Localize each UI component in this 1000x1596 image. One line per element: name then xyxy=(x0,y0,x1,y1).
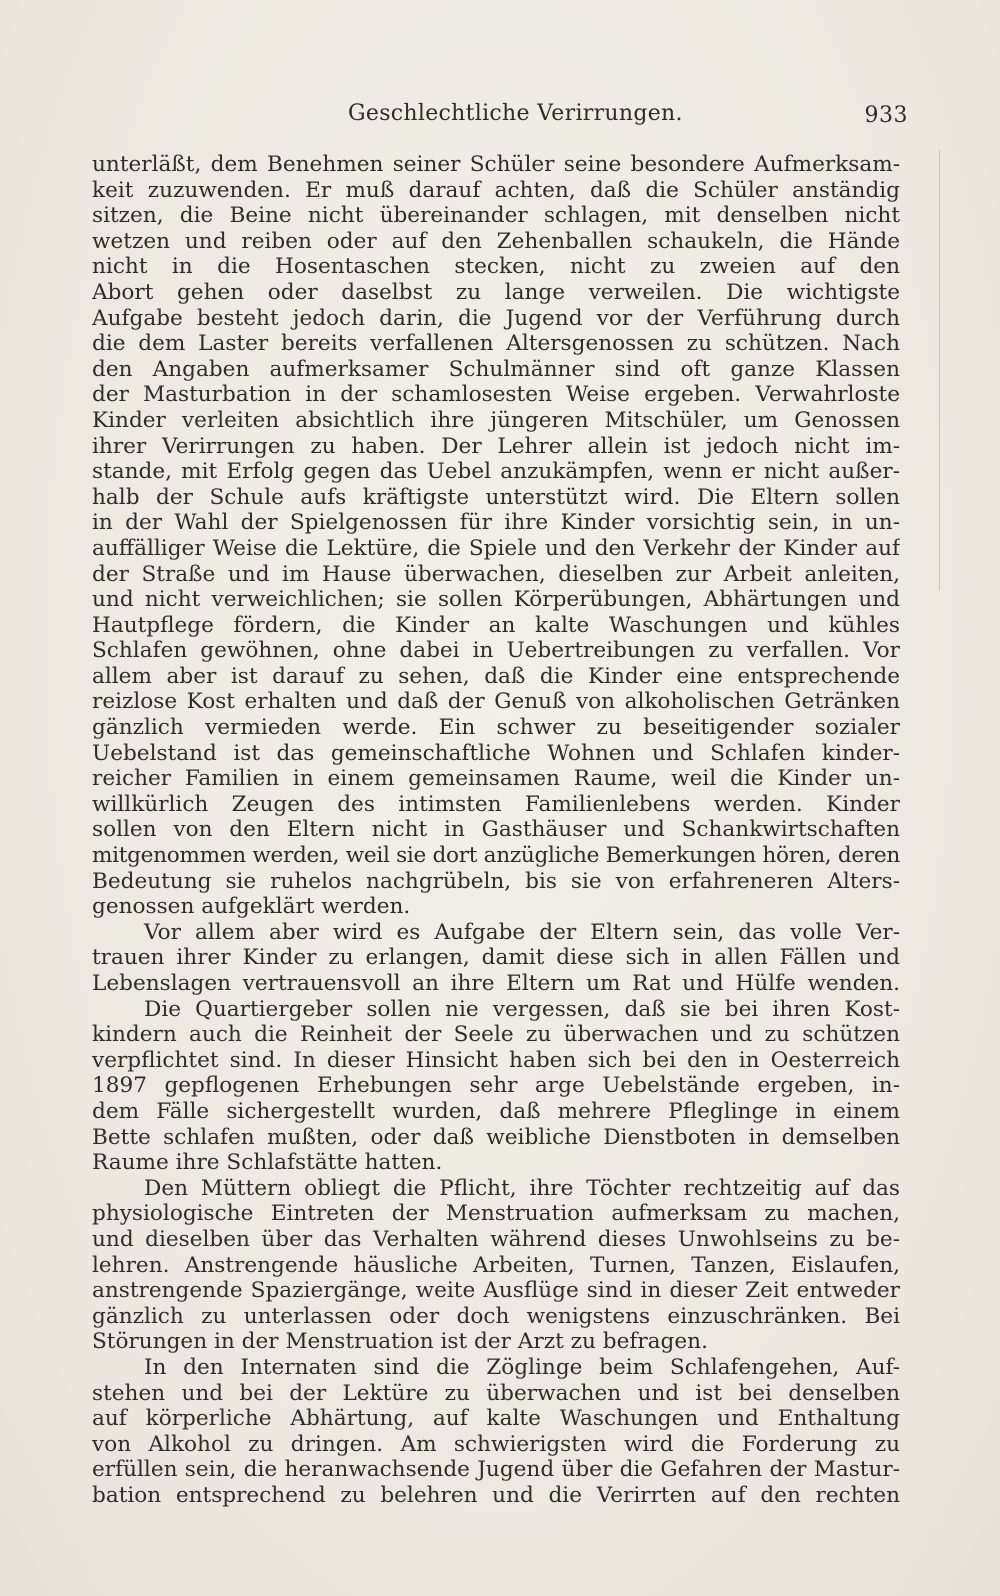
page-number: 933 xyxy=(864,103,908,128)
text-line: sitzen, die Beine nicht übereinander schlagen, mit denselben nicht xyxy=(92,203,900,229)
text-line: unterläßt, dem Benehmen seiner Schüler seine besondere Aufmerksam- xyxy=(92,152,900,177)
text-line: Abort gehen oder daselbst zu lange verweilen. Die wichtigste xyxy=(92,279,900,305)
text-line: Die Quartiergeber sollen nie vergessen, daß sie bei ihren Kost- xyxy=(144,996,900,1022)
text-line: keit zuzuwenden. Er muß darauf achten, daß die Schüler anständig xyxy=(92,177,900,203)
text-line: Raume ihre Schlafstätte hatten. xyxy=(92,1150,443,1176)
text-line: Bette schlafen mußten, oder daß weibliche Dienstboten in demselben xyxy=(92,1124,900,1150)
text-line: Vor allem aber wird es Aufgabe der Eltern sein, das volle Ver- xyxy=(144,919,900,945)
text-line: Lebenslagen vertrauensvoll an ihre Eltern um Rat und Hülfe wenden. xyxy=(92,971,900,996)
text-line: mitgenommen werden, weil sie dort anzügliche Bemerkungen hören, deren xyxy=(92,843,900,869)
text-line: genossen aufgeklärt werden. xyxy=(92,894,411,920)
text-line: der Straße und im Hause überwachen, dieselben zur Arbeit anleiten, xyxy=(92,561,900,587)
text-line: lehren. Anstrengende häusliche Arbeiten, Turnen, Tanzen, Eislaufen, xyxy=(92,1252,900,1278)
text-line: dem Fälle sichergestellt wurden, daß mehrere Pfleglinge in einem xyxy=(92,1098,900,1124)
text-line: willkürlich Zeugen des intimsten Familienlebens werden. Kinder xyxy=(92,791,900,817)
text-line: und nicht verweichlichen; sie sollen Körperübungen, Abhärtungen und xyxy=(92,587,900,613)
text-line: stande, mit Erfolg gegen das Uebel anzukämpfen, wenn er nicht außer- xyxy=(92,459,900,485)
text-line: Kinder verleiten absichtlich ihre jüngeren Mitschüler, um Genossen xyxy=(92,407,900,433)
text-line: ihrer Verirrungen zu haben. Der Lehrer allein ist jedoch nicht im- xyxy=(92,433,900,459)
text-line: kindern auch die Reinheit der Seele zu überwachen und zu schützen xyxy=(92,1022,900,1048)
text-line: sollen von den Eltern nicht in Gasthäuser und Schankwirtschaften xyxy=(92,817,900,843)
text-line: stehen und bei der Lektüre zu überwachen und ist bei denselben xyxy=(92,1380,900,1406)
text-line: und dieselben über das Verhalten während dieses Unwohlseins zu be- xyxy=(92,1226,900,1252)
text-line: physiologische Eintreten der Menstruation aufmerksam zu machen, xyxy=(92,1201,900,1227)
text-line: allem aber ist darauf zu sehen, daß die Kinder eine entsprechende xyxy=(92,663,900,689)
text-line: halb der Schule aufs kräftigste unterstützt wird. Die Eltern sollen xyxy=(92,484,900,510)
text-line: auffälliger Weise die Lektüre, die Spiele und den Verkehr der Kinder auf xyxy=(92,535,900,561)
text-line: von Alkohol zu dringen. Am schwierigsten wird die Forderung zu xyxy=(92,1431,900,1457)
page-header xyxy=(100,101,908,137)
text-line: in der Wahl der Spielgenossen für ihre Kinder vorsichtig sein, in un- xyxy=(92,510,900,536)
text-line: bation entsprechend zu belehren und die Verirrten auf den rechten xyxy=(92,1482,900,1508)
text-line: verpflichtet sind. In dieser Hinsicht haben sich bei den in Oesterreich xyxy=(92,1047,900,1073)
body-text xyxy=(92,152,900,1508)
text-line: der Masturbation in der schamlosesten Weise ergeben. Verwahrloste xyxy=(92,382,900,408)
text-line: Uebelstand ist das gemeinschaftliche Wohnen und Schlafen kinder- xyxy=(92,740,900,766)
text-line: den Angaben aufmerksamer Schulmänner sind oft ganze Klassen xyxy=(92,356,900,382)
text-line: gänzlich zu unterlassen oder doch wenigstens einzuschränken. Bei xyxy=(92,1303,900,1329)
text-line: 1897 gepflogenen Erhebungen sehr arge Uebelstände ergeben, in- xyxy=(92,1073,900,1099)
text-line: Störungen in der Menstruation ist der Arzt zu befragen. xyxy=(92,1329,708,1355)
text-line: wetzen und reiben oder auf den Zehenballen schaukeln, die Hände xyxy=(92,228,900,254)
text-line: anstrengende Spaziergänge, weite Ausflüge sind in dieser Zeit entweder xyxy=(92,1278,900,1304)
text-line: Den Müttern obliegt die Pflicht, ihre Töchter rechtzeitig auf das xyxy=(144,1175,900,1201)
text-line: auf körperliche Abhärtung, auf kalte Waschungen und Enthaltung xyxy=(92,1406,900,1432)
text-line: erfüllen sein, die heranwachsende Jugend über die Gefahren der Mastur- xyxy=(92,1457,900,1483)
text-line: Hautpflege fördern, die Kinder an kalte Waschungen und kühles xyxy=(92,612,900,638)
text-line: die dem Laster bereits verfallenen Altersgenossen zu schützen. Nach xyxy=(92,331,900,357)
page-edge-shadow xyxy=(939,150,940,590)
text-line: Schlafen gewöhnen, ohne dabei in Uebertreibungen zu verfallen. Vor xyxy=(92,638,900,664)
text-line: gänzlich vermieden werde. Ein schwer zu beseitigender sozialer xyxy=(92,715,900,741)
text-line: reizlose Kost erhalten und daß der Genuß von alkoholischen Getränken xyxy=(92,689,900,715)
text-line: nicht in die Hosentaschen stecken, nicht zu zweien auf den xyxy=(92,254,900,280)
text-line: trauen ihrer Kinder zu erlangen, damit diese sich in allen Fällen und xyxy=(92,945,900,971)
text-line: Aufgabe besteht jedoch darin, die Jugend vor der Verführung durch xyxy=(92,305,900,331)
text-line: Bedeutung sie ruhelos nachgrübeln, bis sie von erfahreneren Alters- xyxy=(92,868,900,894)
text-line: reicher Familien in einem gemeinsamen Raume, weil die Kinder un- xyxy=(92,766,900,792)
text-line: In den Internaten sind die Zöglinge beim Schlafengehen, Auf- xyxy=(144,1354,900,1380)
running-title: Geschlechtliche Verirrungen. xyxy=(348,101,683,126)
